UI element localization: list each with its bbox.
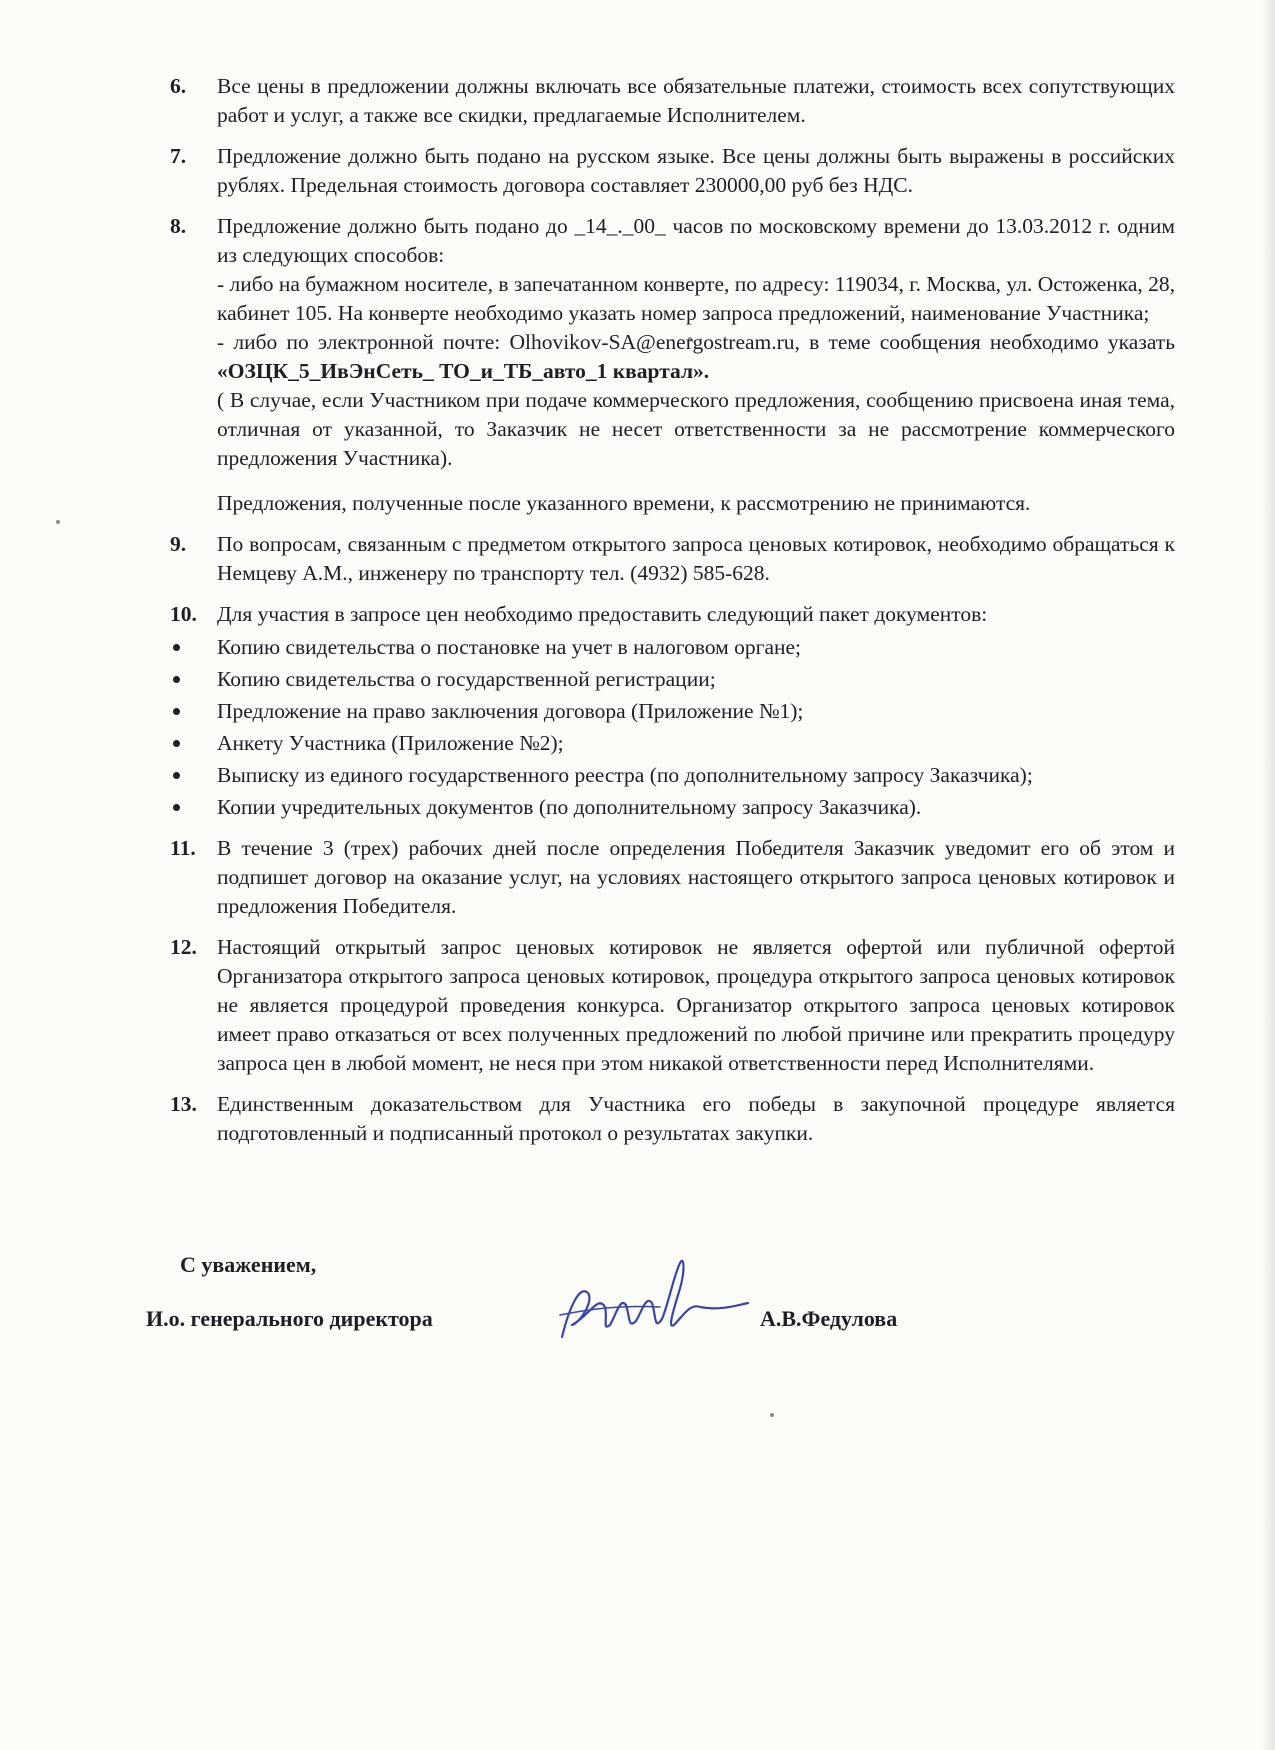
document-list-item: Копию свидетельства о постановке на учет в налоговом органе;: [170, 633, 1175, 662]
document-list-item: Предложение на право заключения договора (Приложение №1);: [170, 697, 1175, 726]
item-text: Все цены в предложении должны включать все обязательные платежи, стоимость всех сопутствующих работ и услуг, а также все скидки, предлагаемые Исполнителем.: [217, 74, 1175, 127]
list-item-11: [170, 834, 1175, 921]
bullet-marker: [173, 772, 180, 779]
item-text: В течение 3 (трех) рабочих дней после определения Победителя Заказчик уведомит его об этом и подпишет договор на оказание услуг, на условиях настоящего открытого запроса ценовых котировок и предложения Победителя.: [217, 836, 1175, 918]
scan-speck: [56, 520, 60, 524]
bullet-marker: [173, 676, 180, 683]
subject-note: ( В случае, если Участником при подаче коммерческого предложения, сообщению присвоена иная тема, отличная от указанной, то Заказчик не несет ответственности за не рассмотрение коммерческого предложения Участника).: [217, 388, 1175, 470]
bullet-marker: [173, 644, 180, 651]
email-option-text: - либо по электронной почте: Olhovikov-SA@energostream.ru, в теме сообщения необходимо указать: [217, 330, 1175, 354]
item-text: Предложение должно быть подано на русском языке. Все цены должны быть выражены в российских рублях. Предельная стоимость договора составляет 230000,00 руб без НДС.: [217, 144, 1175, 197]
late-submission-note: Предложения, полученные после указанного времени, к рассмотрению не принимаются.: [217, 491, 1031, 515]
item-text: Единственным доказательством для Участника его победы в закупочной процедуре является подготовленный и подписанный протокол о результатах закупки.: [217, 1092, 1175, 1145]
list-item-13: [170, 1090, 1175, 1148]
handwritten-signature: [550, 1245, 750, 1355]
item-number: 7.: [170, 144, 187, 168]
item-text: Настоящий открытый запрос ценовых котировок не является офертой или публичной офертой Организатора открытого запроса ценовых котировок, процедура открытого запроса ценовых котировок не является процедурой проведения конкурса. Организатор открытого запроса ценовых котировок имеет право отказаться от всех полученных предложений по любой причине или прекратить процедуру запроса цен в любой момент, не неся при этом никакой ответственности перед Исполнителями.: [217, 935, 1175, 1075]
item-number: 9.: [170, 532, 187, 556]
bullet-marker: [173, 804, 180, 811]
document-body: [170, 72, 1175, 1160]
paper-submission-option: - либо на бумажном носителе, в запечатанном конверте, по адресу: 119034, г. Москва, ул. Остоженка, 28, кабинет 105. На конверте необходимо указать номер запроса предложений, наименование Участника;: [217, 272, 1175, 325]
email-subject: «ОЗЦК_5_ИвЭнСеть_ ТО_и_ТБ_авто_1 квартал».: [217, 359, 710, 383]
list-item-8: [170, 212, 1175, 518]
signatory-name: А.В.Федулова: [760, 1306, 898, 1331]
list-item-7: [170, 142, 1175, 200]
item-number: 6.: [170, 74, 187, 98]
document-list-item: Выписку из единого государственного реестра (по дополнительному запросу Заказчика);: [170, 761, 1175, 790]
document-list-item: Копии учредительных документов (по дополнительному запросу Заказчика).: [170, 793, 1175, 822]
document-list-item: Копию свидетельства о государственной регистрации;: [170, 665, 1175, 694]
item-number: 10.: [170, 602, 197, 626]
email-submission-option: [217, 328, 1175, 386]
bullet-marker: [173, 740, 180, 747]
item-number: 12.: [170, 935, 197, 959]
item-number: 11.: [170, 836, 196, 860]
item-number: 13.: [170, 1092, 197, 1116]
document-list-item: Анкету Участника (Приложение №2);: [170, 729, 1175, 758]
list-item-6: [170, 72, 1175, 130]
list-item-10: [170, 600, 1175, 629]
signatory-position: И.о. генерального директора: [146, 1306, 433, 1331]
scan-speck: [770, 1413, 774, 1417]
item-text: По вопросам, связанным с предметом открытого запроса ценовых котировок, необходимо обращаться к Немцеву А.М., инженеру по транспорту тел. (4932) 585-628.: [217, 532, 1175, 585]
item-text: Предложение должно быть подано до _14_._00_ часов по московскому времени до 13.03.2012 г. одним из следующих способов:: [217, 214, 1175, 267]
scan-edge: [1261, 0, 1275, 1750]
list-item-12: [170, 933, 1175, 1078]
document-list: [170, 633, 1175, 822]
closing-salutation: С уважением,: [180, 1252, 317, 1277]
item-number: 8.: [170, 214, 187, 238]
list-item-9: [170, 530, 1175, 588]
item-text: Для участия в запросе цен необходимо предоставить следующий пакет документов:: [217, 602, 988, 626]
bullet-marker: [173, 708, 180, 715]
